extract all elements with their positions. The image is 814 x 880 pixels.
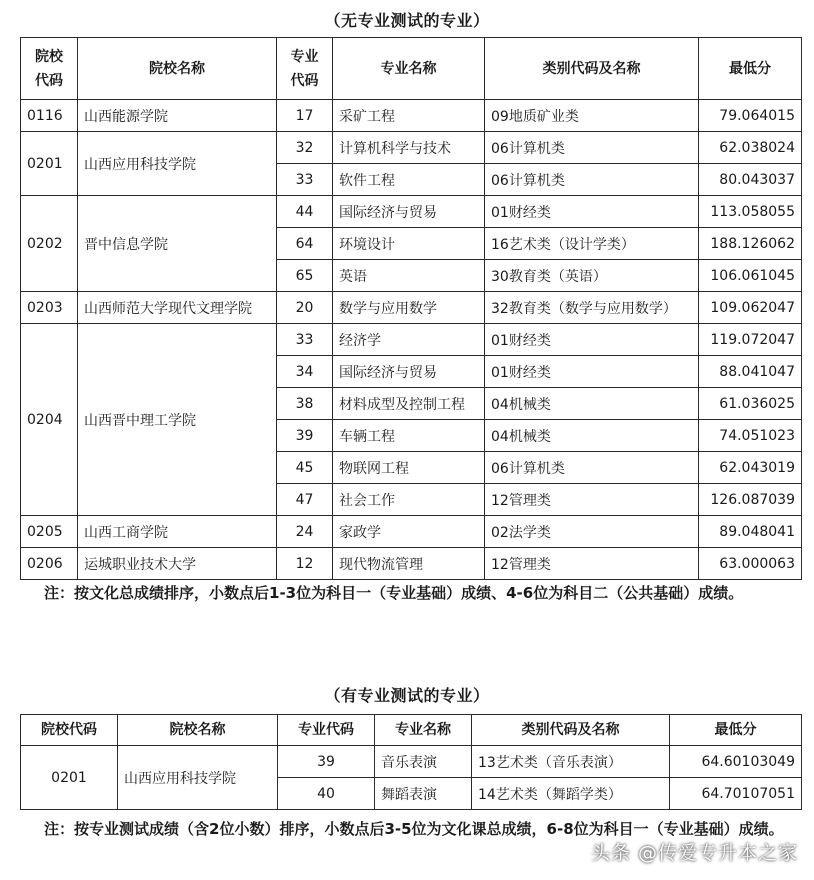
section1-note: 注：按文化总成绩排序，小数点后1-3位为科目一（专业基础）成绩、4-6位为科目二（公共基础）成绩。 <box>44 584 744 602</box>
category-cell: 30教育类（英语） <box>485 260 699 292</box>
major-name-cell: 音乐表演 <box>375 746 472 778</box>
major-code-cell: 47 <box>277 484 333 516</box>
table-row <box>21 516 802 548</box>
table-row <box>21 132 802 164</box>
major-name-cell: 家政学 <box>333 516 485 548</box>
school-name-cell: 晋中信息学院 <box>78 196 277 292</box>
major-name-cell: 材料成型及控制工程 <box>333 388 485 420</box>
category-cell: 02法学类 <box>485 516 699 548</box>
section2-title: （有专业测试的专业） <box>324 686 490 705</box>
school-name-cell: 山西应用科技学院 <box>78 132 277 196</box>
school-name-cell: 山西工商学院 <box>78 516 277 548</box>
school-code-cell: 0205 <box>21 516 78 548</box>
min-score-cell: 79.064015 <box>699 100 802 132</box>
min-score-cell: 113.058055 <box>699 196 802 228</box>
min-score-cell: 64.70107051 <box>670 778 802 810</box>
header-min-score: 最低分 <box>670 715 802 746</box>
category-cell: 09地质矿业类 <box>485 100 699 132</box>
min-score-cell: 109.062047 <box>699 292 802 324</box>
major-name-cell: 社会工作 <box>333 484 485 516</box>
major-name-cell: 数学与应用数学 <box>333 292 485 324</box>
school-code-cell: 0206 <box>21 548 78 580</box>
header-major-name: 专业名称 <box>375 715 472 746</box>
major-name-cell: 采矿工程 <box>333 100 485 132</box>
category-cell: 01财经类 <box>485 324 699 356</box>
header-major-code: 专业 代码 <box>277 38 333 100</box>
min-score-cell: 89.048041 <box>699 516 802 548</box>
school-name-cell: 山西师范大学现代文理学院 <box>78 292 277 324</box>
major-code-cell: 24 <box>277 516 333 548</box>
min-score-cell: 61.036025 <box>699 388 802 420</box>
category-cell: 01财经类 <box>485 356 699 388</box>
header-school-code: 院校代码 <box>21 715 118 746</box>
table-row <box>21 100 802 132</box>
header-school-name: 院校名称 <box>118 715 278 746</box>
section2-note: 注：按专业测试成绩（含2位小数）排序，小数点后3-5位为文化课总成绩，6-8位为科目一（专业基础）成绩。 <box>44 820 784 838</box>
major-code-cell: 32 <box>277 132 333 164</box>
school-code-cell: 0203 <box>21 292 78 324</box>
min-score-cell: 62.043019 <box>699 452 802 484</box>
min-score-cell: 119.072047 <box>699 324 802 356</box>
category-cell: 32教育类（数学与应用数学） <box>485 292 699 324</box>
category-cell: 13艺术类（音乐表演） <box>472 746 670 778</box>
min-score-cell: 74.051023 <box>699 420 802 452</box>
table-row <box>21 746 802 778</box>
school-name-cell: 运城职业技术大学 <box>78 548 277 580</box>
major-code-cell: 65 <box>277 260 333 292</box>
category-cell: 06计算机类 <box>485 452 699 484</box>
table-row <box>21 548 802 580</box>
category-cell: 06计算机类 <box>485 164 699 196</box>
major-code-cell: 40 <box>278 778 375 810</box>
major-code-cell: 45 <box>277 452 333 484</box>
major-code-cell: 44 <box>277 196 333 228</box>
min-score-cell: 88.041047 <box>699 356 802 388</box>
major-code-cell: 39 <box>278 746 375 778</box>
min-score-cell: 80.043037 <box>699 164 802 196</box>
major-name-cell: 英语 <box>333 260 485 292</box>
major-name-cell: 车辆工程 <box>333 420 485 452</box>
category-cell: 06计算机类 <box>485 132 699 164</box>
major-code-cell: 33 <box>277 164 333 196</box>
min-score-cell: 64.60103049 <box>670 746 802 778</box>
header-category: 类别代码及名称 <box>485 38 699 100</box>
school-name-cell: 山西应用科技学院 <box>118 746 278 810</box>
header-min-score: 最低分 <box>699 38 802 100</box>
table-row <box>21 196 802 228</box>
major-name-cell: 软件工程 <box>333 164 485 196</box>
school-code-cell: 0204 <box>21 324 78 516</box>
min-score-cell: 63.000063 <box>699 548 802 580</box>
category-cell: 12管理类 <box>485 484 699 516</box>
category-cell: 12管理类 <box>485 548 699 580</box>
header-category: 类别代码及名称 <box>472 715 670 746</box>
major-name-cell: 经济学 <box>333 324 485 356</box>
min-score-cell: 62.038024 <box>699 132 802 164</box>
school-code-cell: 0201 <box>21 132 78 196</box>
category-cell: 04机械类 <box>485 420 699 452</box>
category-cell: 14艺术类（舞蹈学类） <box>472 778 670 810</box>
major-code-cell: 38 <box>277 388 333 420</box>
major-name-cell: 国际经济与贸易 <box>333 196 485 228</box>
table-with-test <box>20 714 802 810</box>
header-school-name: 院校名称 <box>78 38 277 100</box>
major-name-cell: 现代物流管理 <box>333 548 485 580</box>
category-cell: 01财经类 <box>485 196 699 228</box>
table-row <box>21 324 802 356</box>
table-row <box>21 292 802 324</box>
min-score-cell: 126.087039 <box>699 484 802 516</box>
header-major-code: 专业代码 <box>278 715 375 746</box>
major-code-cell: 64 <box>277 228 333 260</box>
min-score-cell: 188.126062 <box>699 228 802 260</box>
major-code-cell: 33 <box>277 324 333 356</box>
major-name-cell: 物联网工程 <box>333 452 485 484</box>
school-code-cell: 0116 <box>21 100 78 132</box>
min-score-cell: 106.061045 <box>699 260 802 292</box>
table-no-test <box>20 37 802 580</box>
header-major-name: 专业名称 <box>333 38 485 100</box>
major-code-cell: 39 <box>277 420 333 452</box>
school-name-cell: 山西晋中理工学院 <box>78 324 277 516</box>
major-code-cell: 12 <box>277 548 333 580</box>
major-code-cell: 20 <box>277 292 333 324</box>
major-name-cell: 环境设计 <box>333 228 485 260</box>
school-code-cell: 0201 <box>21 746 118 810</box>
watermark: 头条 @传爱专升本之家 <box>590 842 798 864</box>
category-cell: 16艺术类（设计学类） <box>485 228 699 260</box>
major-name-cell: 计算机科学与技术 <box>333 132 485 164</box>
major-name-cell: 国际经济与贸易 <box>333 356 485 388</box>
school-code-cell: 0202 <box>21 196 78 292</box>
section1-title: （无专业测试的专业） <box>324 11 490 30</box>
header-school-code: 院校 代码 <box>21 38 78 100</box>
school-name-cell: 山西能源学院 <box>78 100 277 132</box>
category-cell: 04机械类 <box>485 388 699 420</box>
major-code-cell: 17 <box>277 100 333 132</box>
major-code-cell: 34 <box>277 356 333 388</box>
major-name-cell: 舞蹈表演 <box>375 778 472 810</box>
